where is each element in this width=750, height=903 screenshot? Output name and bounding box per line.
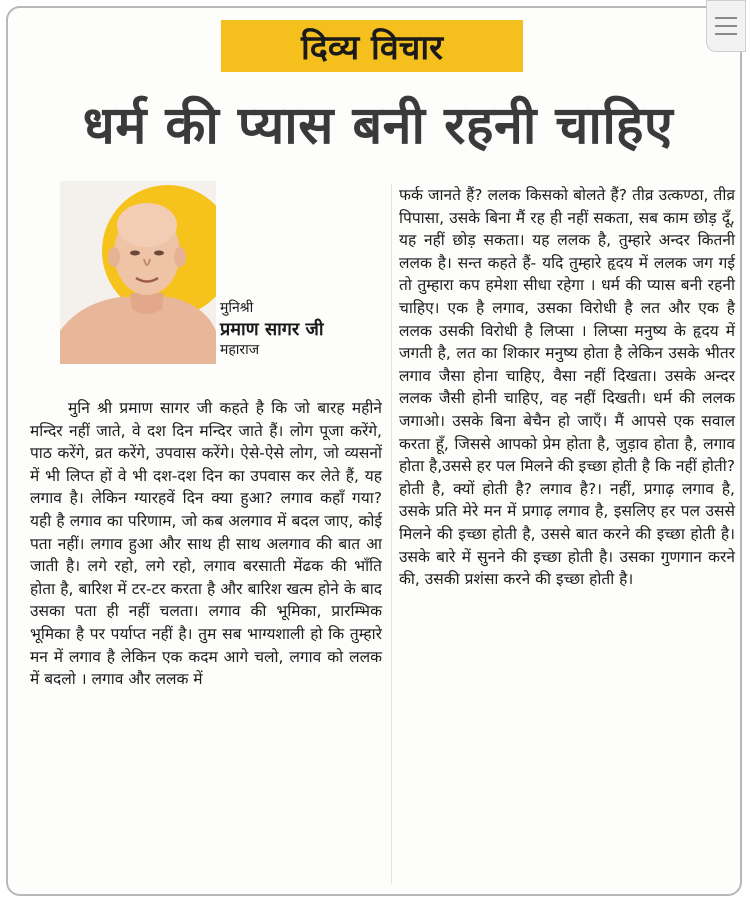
hamburger-menu-icon[interactable] bbox=[706, 0, 746, 52]
article-text-left: मुनि श्री प्रमाण सागर जी कहते है कि जो बारह महीने मन्दिर नहीं जाते, वे दश दिन मन्दिर जाते हैं। लोग पूजा करेंगे, पाठ करेंगे, व्रत करेंगे, उपवास करेंगे। ऐसे-ऐसे लोग, जो व्यसनों में भी लिप्त हों वे भी दश-दश दिन का उपवास कर लेते हैं, यह लगाव है। लेकिन ग्यारहवें दिन क्या हुआ? लगाव कहाँ गया? यही है लगाव का परिणाम, जो कब अलगाव में बदल जाए, कोई पता नहीं। लगाव हुआ और साथ ही साथ अलगाव की बात आ जाती है। लगे रहो, लगे रहो, लगाव बरसाती मेंढक की भाँति होता है, बारिश में टर-टर करता है और बारिश खत्म होने के बाद उसका पता ही नहीं चलता। लगाव की भूमिका, प्रारम्भिक भूमिका है पर पर्याप्त नहीं है। तुम सब भाग्यशाली हो कि तुम्हारे मन में लगाव है लेकिन एक कदम आगे चलो, लगाव को ललक में बदलो । लगाव और ललक में bbox=[30, 399, 382, 689]
article-column-right bbox=[399, 184, 735, 591]
caption-suffix: महाराज bbox=[220, 342, 260, 358]
caption-name: प्रमाण सागर जी bbox=[220, 319, 324, 340]
portrait-caption bbox=[220, 298, 390, 361]
article-column-left bbox=[30, 397, 382, 691]
column-divider bbox=[391, 184, 392, 884]
section-banner: दिव्य विचार bbox=[221, 20, 523, 72]
newspaper-clipping bbox=[6, 6, 742, 896]
article-text-right: फर्क जानते हैं? ललक किसको बोलते हैं? तीव्र उत्कण्ठा, तीव्र पिपासा, उसके बिना मैं रह ही नहीं सकता, सब काम छोड़ दूँ, यह नहीं छोड़ सकता। यह ललक है, तुम्हारे अन्दर कितनी ललक है। सन्त कहते हैं- यदि तुम्हारे हृदय में ललक जग गई तो तुम्हारा कप हमेशा सीधा रहेगा । धर्म की प्यास बनी रहनी चाहिए। एक है लगाव, उसका विरोधी है लत और एक है ललक उसकी विरोधी है लिप्सा । लिप्सा मनुष्य के हृदय में जगती है, लत का शिकार मनुष्य होता है लेकिन उसके भीतर लगाव जैसा होना चाहिए, वैसा नहीं दिखता। उसके अन्दर ललक जैसी होनी चाहिए, वह नहीं दिखती। धर्म की ललक जगाओ। उसके बिना बेचैन हो जाएँ। मैं आपसे एक सवाल करता हूँ, जिससे आपको प्रेम होता है, जुड़ाव होता है, लगाव होता है,उससे हर पल मिलने की इच्छा होती है कि नहीं होती? होती है, क्यों होती है? लगाव है?। नहीं, प्रगाढ़ लगाव है, उसके प्रति मेरे मन में प्रगाढ़ लगाव है, इसलिए हर पल उससे मिलने की इच्छा होती है, उससे बात करने की इच्छा होती है। उसके बारे में सुनने की इच्छा होती है। उसका गुणगान करने की, उसकी प्रशंसा करने की इच्छा होती है। bbox=[399, 186, 735, 589]
headline: धर्म की प्यास बनी रहनी चाहिए bbox=[82, 96, 674, 156]
caption-title: मुनिश्री bbox=[220, 300, 254, 316]
portrait-image bbox=[60, 181, 216, 364]
